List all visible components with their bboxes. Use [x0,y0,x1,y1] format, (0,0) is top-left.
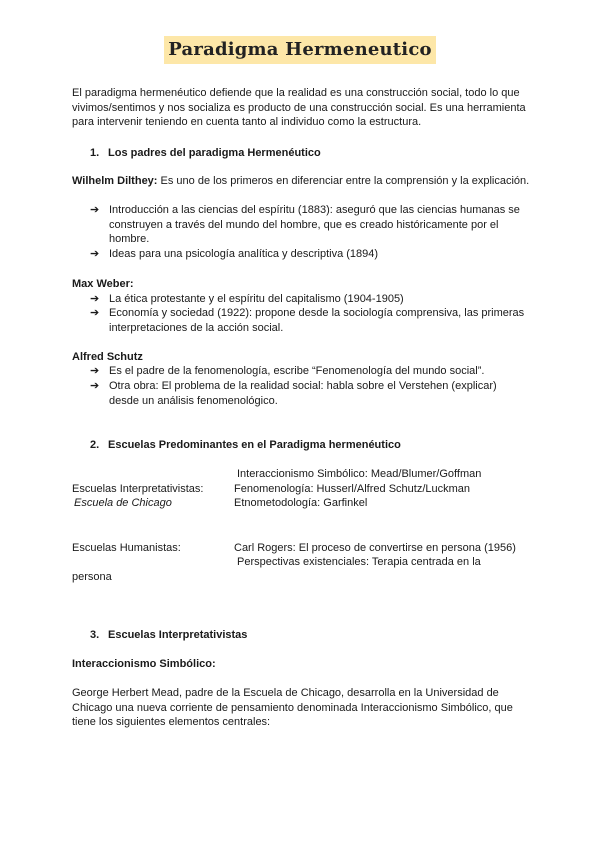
schutz-bullet-2 [90,379,540,409]
human-label: Escuelas Humanistas: [72,542,181,554]
section2-heading: Escuelas Predominantes en el Paradigma hermenéutico [108,439,401,451]
weber-bullet-2 [90,306,540,336]
dilthey-bullet-2 [90,247,540,262]
title-container [0,36,600,64]
section3-number: 3. [90,629,100,641]
intro-paragraph: El paradigma hermenéutico defiende que la realidad es una construcción social, todo lo que vivimos/sentimos y nos socializa es producto de una construcción social. Es una herramienta para intervenir teniendo en cuenta tanto al individuo como la estructura. [72,87,526,128]
arrow-icon: ➔ [90,307,100,319]
bullet-text: Otra obra: El problema de la realidad social: habla sobre el Verstehen (explicar) desde un análisis fenomenológico. [109,380,497,407]
interp-item-2: Fenomenología: Husserl/Alfred Schutz/Luckman [234,483,471,495]
bullet-text: La ética protestante y el espíritu del capitalismo (1904-1905) [109,293,404,305]
schutz-name: Alfred Schutz [72,351,143,363]
dilthey-paragraph [72,174,532,189]
dilthey-desc: Es uno de los primeros en diferenciar entre la comprensión y la explicación. [157,175,530,187]
bullet-text: Introducción a las ciencias del espíritu (1883): aseguró que las ciencias humanas se construyen a través del mundo del hombre, que es creado históricamente por el hombre. [109,204,520,245]
arrow-icon: ➔ [90,204,100,216]
arrow-icon: ➔ [90,293,100,305]
weber-bullet-1 [90,292,540,307]
section1-number: 1. [90,147,100,159]
human-item-3: persona [72,571,112,583]
interp-item-1: Interaccionismo Simbólico: Mead/Blumer/Goffman [237,468,482,480]
interp-label: Escuelas Interpretativistas: [72,483,204,495]
bullet-text: Economía y sociedad (1922): propone desde la sociología comprensiva, las primeras interpretaciones de la acción social. [109,307,525,334]
weber-name: Max Weber: [72,278,134,290]
interaccionismo-text: George Herbert Mead, padre de la Escuela de Chicago, desarrolla en la Universidad de Chicago una nueva corriente de pensamiento denominada Interaccionismo Simbólico, que tiene los siguientes elementos centrales: [72,687,513,728]
dilthey-bullet-1 [90,203,540,247]
page-title: Paradigma Hermeneutico [164,36,435,64]
dilthey-name: Wilhelm Dilthey: [72,175,158,187]
arrow-icon: ➔ [90,380,100,392]
human-item-1: Carl Rogers: El proceso de convertirse en persona (1956) [234,542,516,554]
interp-sub: Escuela de Chicago [74,497,172,509]
arrow-icon: ➔ [90,365,100,377]
interaccionismo-heading: Interaccionismo Simbólico: [72,658,216,670]
section2-number: 2. [90,439,100,451]
bullet-text: Ideas para una psicología analítica y descriptiva (1894) [109,248,379,260]
arrow-icon: ➔ [90,248,100,260]
section1-heading: Los padres del paradigma Hermenéutico [108,147,321,159]
section3-heading: Escuelas Interpretativistas [108,629,248,641]
schutz-bullet-1 [90,364,540,379]
human-item-2: Perspectivas existenciales: Terapia centrada en la [237,556,481,568]
interp-item-3: Etnometodología: Garfinkel [234,497,368,509]
bullet-text: Es el padre de la fenomenología, escribe “Fenomenología del mundo social”. [109,365,485,377]
